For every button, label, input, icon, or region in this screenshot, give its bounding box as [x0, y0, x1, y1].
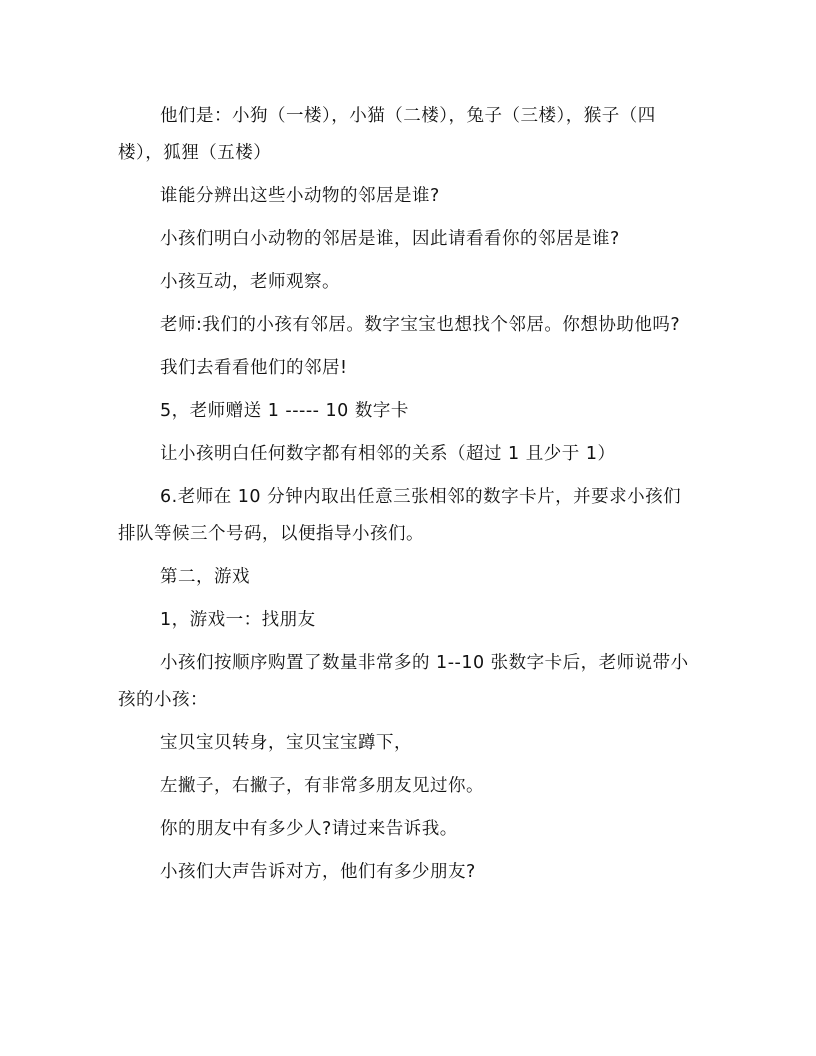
paragraph-animals-floors: 他们是：小狗（一楼），小猫（二楼），兔子（三楼），猴子（四楼），狐狸（五楼） [118, 106, 656, 163]
paragraph-step-6: 6.老师在 10 分钟内取出任意三张相邻的数字卡片，并要求小孩们排队等候三个号码，以便指导小孩们。 [118, 487, 682, 544]
paragraph-children-tell: 小孩们大声告诉对方，他们有多少朋友? [160, 862, 476, 882]
paragraph-game-one: 1，游戏一：找朋友 [160, 610, 316, 630]
paragraph-step-5: 5，老师赠送 1 ----- 10 数字卡 [160, 401, 409, 421]
paragraph-rhyme-line-3: 你的朋友中有多少人?请过来告诉我。 [160, 819, 458, 839]
paragraph-look-at-your-neighbor: 小孩们明白小动物的邻居是谁，因此请看看你的邻居是谁? [160, 229, 620, 249]
paragraph-adjacent-relation: 让小孩明白任何数字都有相邻的关系（超过 1 且少于 1） [160, 444, 616, 464]
paragraph-question-neighbors: 谁能分辨出这些小动物的邻居是谁? [160, 186, 440, 206]
paragraph-section-game: 第二，游戏 [160, 567, 250, 587]
paragraph-number-cards: 小孩们按顺序购置了数量非常多的 1--10 张数字卡后，老师说带小孩的小孩： [118, 653, 689, 710]
document-body [118, 98, 698, 897]
paragraph-go-see: 我们去看看他们的邻居! [160, 358, 348, 378]
paragraph-rhyme-line-1: 宝贝宝贝转身，宝贝宝宝蹲下， [160, 733, 412, 753]
paragraph-teacher-prompt: 老师:我们的小孩有邻居。数字宝宝也想找个邻居。你想协助他吗? [160, 315, 681, 335]
paragraph-rhyme-line-2: 左撇子，右撇子，有非常多朋友见过你。 [160, 776, 484, 796]
paragraph-interaction: 小孩互动，老师观察。 [160, 272, 340, 292]
